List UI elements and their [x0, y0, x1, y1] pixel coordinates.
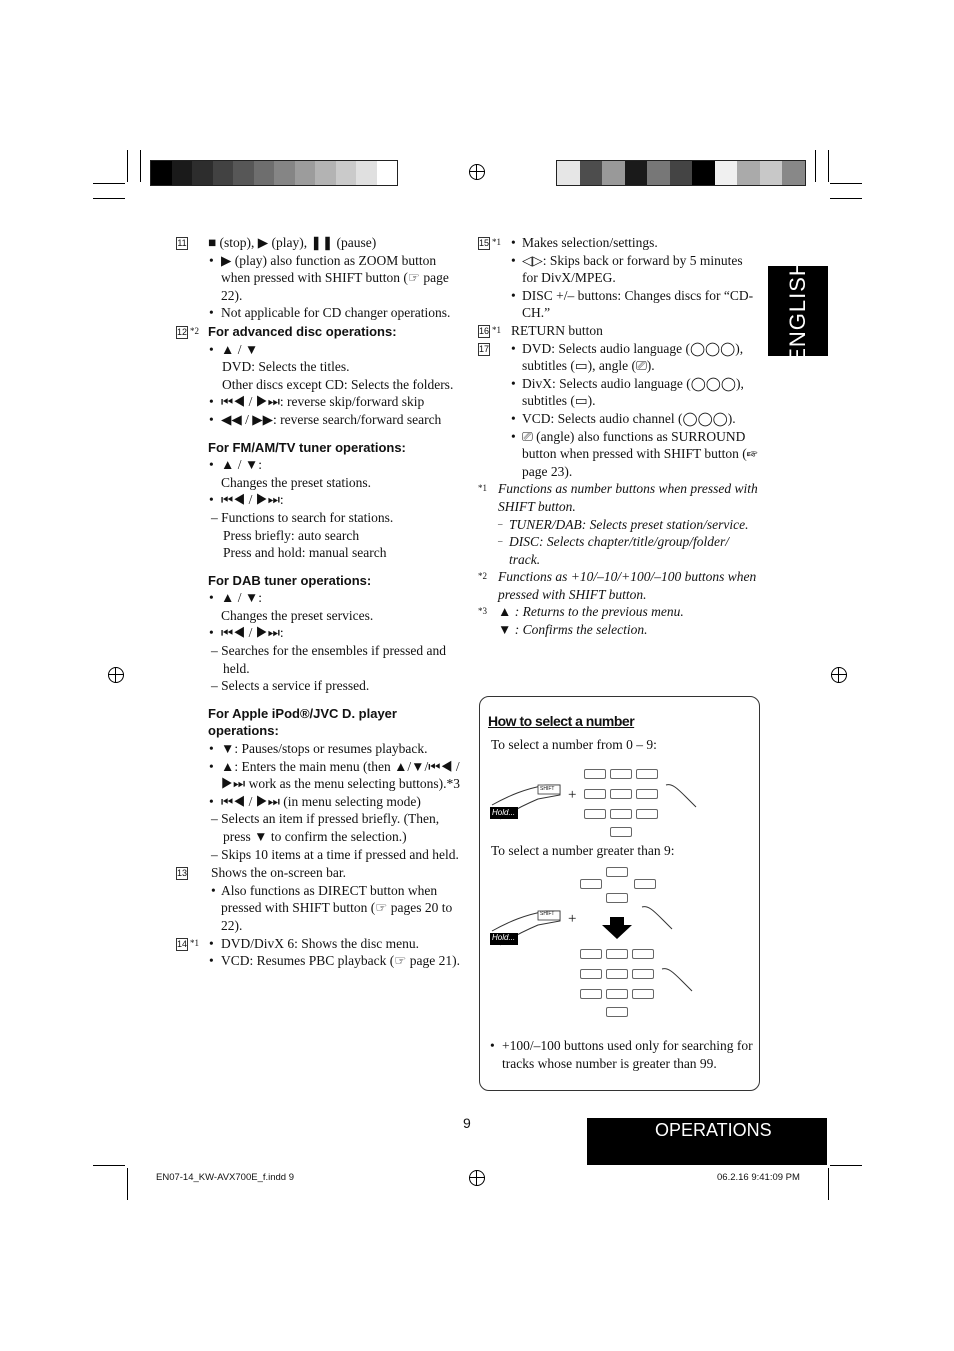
- color-bar-right: [556, 160, 806, 186]
- item-text: – Selects a service if pressed.: [211, 678, 370, 694]
- box-note: • +100/–100 buttons used only for searching for tracks whose number is greater than 99.: [490, 1038, 753, 1071]
- box-line-2: To select a number greater than 9:: [491, 843, 675, 858]
- item-number: 15: [479, 238, 490, 248]
- crop-mark: [127, 150, 128, 182]
- section-heading: For DAB tuner operations:: [208, 572, 372, 588]
- item-text: Shows the on-screen bar.: [211, 865, 346, 881]
- item-text: ◁▷: Skips back or forward by 5 minutes for DivX/MPEG.: [522, 252, 743, 286]
- down-arrow-icon: [602, 917, 632, 939]
- hold-label: Hold...: [492, 808, 516, 817]
- color-swatch: [315, 161, 336, 185]
- item-text: (stop), ▶ (play), ❚❚ (pause): [219, 235, 377, 250]
- item-text: Not applicable for CD changer operations.: [221, 305, 451, 321]
- keypad-2-top: [580, 865, 660, 905]
- finger-press-icon: [660, 967, 696, 997]
- item-text: ▲: Enters the main menu (then ▲/▼/⏮◀ / ▶⏭ work as the menu selecting buttons).*3: [221, 758, 461, 792]
- item-number: 12: [177, 326, 188, 337]
- number-select-box: [479, 696, 760, 1091]
- item-text: Also functions as DIRECT button when pressed with SHIFT button (☞ pages 20 to 22).: [221, 882, 453, 933]
- hold-label: Hold...: [492, 933, 516, 942]
- item-text: DVD/DivX 6: Shows the disc menu.: [221, 935, 419, 951]
- footnote-ref: *2: [190, 325, 199, 336]
- item-text: ⏮◀ / ▶⏭:: [221, 492, 284, 508]
- color-swatch: [670, 161, 693, 185]
- color-swatch: [151, 161, 172, 185]
- item-text: – Functions to search for stations.: [211, 509, 394, 525]
- color-swatch: [737, 161, 760, 185]
- section-heading: For FM/AM/TV tuner operations:: [208, 439, 406, 455]
- item-text: Other discs except CD: Selects the folders.: [222, 376, 454, 392]
- section-tab: OPERATIONS: [587, 1118, 827, 1165]
- footnote-mark: *2: [478, 571, 487, 582]
- crop-mark: [93, 1165, 125, 1166]
- footer-timestamp: 06.2.16 9:41:09 PM: [717, 1172, 800, 1183]
- color-swatch: [233, 161, 254, 185]
- registration-mark: [108, 667, 124, 683]
- item-text: ▶ (play) also function as ZOOM button when pressed with SHIFT button (☞ page 22).: [221, 252, 449, 303]
- keypad-1: [584, 761, 664, 841]
- item-text: – Searches for the ensembles if pressed and held.: [211, 643, 447, 676]
- item-text: DVD: Selects audio language (◯◯◯), subtitles (▭), angle (⎚).: [522, 340, 744, 374]
- shift-label: SHIFT: [540, 786, 555, 792]
- footnote-mark: *3: [478, 606, 487, 617]
- item-text: ⎚ (angle) also functions as SURROUND button when pressed with SHIFT button (☞page 23).: [522, 428, 758, 479]
- item-text: DivX: Selects audio language (◯◯◯), subtitles (▭).: [522, 375, 744, 409]
- item-text: ▼: Pauses/stops or resumes playback.: [221, 741, 428, 757]
- item-text: Changes the preset services.: [221, 607, 374, 623]
- item-text: ⏮◀ / ▶⏭ (in menu selecting mode): [221, 793, 421, 809]
- footnote-text: Functions as +10/–10/+100/–100 buttons when pressed with SHIFT button.: [498, 569, 757, 602]
- color-swatch: [356, 161, 377, 185]
- color-swatch: [295, 161, 316, 185]
- item-number: 17: [479, 343, 490, 354]
- item-text: – Skips 10 items at a time if pressed and held.: [211, 846, 459, 862]
- item-text: ⏮◀ / ▶⏭:: [221, 625, 284, 641]
- item-text: ▲ / ▼: [221, 341, 259, 357]
- section-heading: For Apple iPod®/JVC D. player operations:: [208, 705, 397, 739]
- color-swatch: [782, 161, 805, 185]
- finger-press-icon: [664, 783, 700, 813]
- footnote-ref: *1: [492, 324, 501, 335]
- footnote-text: ▼ : Confirms the selection.: [498, 622, 648, 638]
- item-text: ▲ / ▼:: [221, 590, 262, 606]
- box-line-1: To select a number from 0 – 9:: [491, 737, 657, 752]
- color-swatch: [715, 161, 738, 185]
- item-text: ⏮◀ / ▶⏭: reverse skip/forward skip: [221, 394, 425, 410]
- item-text: Changes the preset stations.: [221, 474, 371, 490]
- color-swatch: [336, 161, 357, 185]
- item-text: Press briefly: auto search: [223, 527, 360, 543]
- item-number: 13: [177, 868, 188, 879]
- keypad-2: [580, 941, 660, 1021]
- color-swatch: [274, 161, 295, 185]
- page-number: 9: [463, 1115, 471, 1131]
- crop-mark: [93, 198, 125, 199]
- crop-mark: [828, 150, 829, 182]
- section-heading: For advanced disc operations:: [208, 323, 397, 339]
- item-text: Makes selection/settings.: [522, 235, 658, 250]
- color-swatch: [172, 161, 193, 185]
- footnote-text: ▲ : Returns to the previous menu.: [498, 604, 684, 620]
- hand-shift-diagram-2: [490, 907, 580, 951]
- crop-mark: [830, 198, 862, 199]
- item-text: RETURN button: [511, 322, 603, 338]
- note-text: +100/–100 buttons used only for searching for tracks whose number is greater than 99.: [502, 1038, 753, 1071]
- crop-mark: [93, 183, 125, 184]
- crop-mark: [830, 183, 862, 184]
- footnote-ref: *1: [492, 237, 501, 247]
- item-number: 11: [177, 238, 187, 248]
- item-text: ◀◀ / ▶▶: reverse search/forward search: [221, 411, 442, 427]
- plus-sign: +: [568, 911, 577, 927]
- registration-mark: [469, 1170, 485, 1186]
- color-bar-left: [150, 160, 398, 186]
- item-text: ▲ / ▼:: [221, 457, 262, 473]
- footnote-ref: *1: [190, 937, 199, 948]
- finger-press-icon: [640, 905, 676, 935]
- shift-label: SHIFT: [540, 911, 555, 917]
- crop-mark: [127, 1168, 128, 1200]
- color-swatch: [254, 161, 275, 185]
- color-swatch: [377, 161, 398, 185]
- registration-mark: [831, 667, 847, 683]
- color-swatch: [692, 161, 715, 185]
- footnote-text: TUNER/DAB: Selects preset station/service.: [509, 516, 749, 532]
- color-swatch: [213, 161, 234, 185]
- crop-mark: [140, 150, 141, 182]
- color-swatch: [760, 161, 783, 185]
- item-number: 14: [177, 938, 188, 949]
- item-text: Press and hold: manual search: [223, 545, 387, 561]
- item-text: VCD: Selects audio channel (◯◯◯).: [522, 410, 736, 426]
- item-number: 16: [479, 325, 490, 336]
- language-tab-label: ENGLISH: [785, 259, 810, 363]
- plus-sign: +: [568, 787, 577, 803]
- crop-mark: [815, 150, 816, 182]
- color-swatch: [557, 161, 580, 185]
- item-text: DISC +/– buttons: Changes discs for “CD-CH.”: [522, 287, 754, 321]
- item-text: DVD: Selects the titles.: [222, 359, 350, 375]
- color-swatch: [625, 161, 648, 185]
- registration-mark: [469, 164, 485, 180]
- color-swatch: [580, 161, 603, 185]
- left-column: 11 ■ (stop), ▶ (play), ❚❚ (pause) • ▶ (play) also function as ZOOM button when pressed with SHIFT button (☞ page 22). • Not applicable for CD changer operations. 12 *2 For advanced disc operations: • ▲ / ▼ DVD: Selects the titles. Other discs except CD: Selects the folders. • ⏮◀ / ▶⏭: reverse skip/forward skip • ◀◀ / ▶▶: reverse search/forward search For FM/AM/TV tuner operations: • ▲ / ▼: Changes the preset stations. • ⏮◀ / ▶⏭: – Functions to search for stations. Press briefly: auto search Press and hold: manual search For DAB tuner operations: • ▲ / ▼: Changes the preset services. • ⏮◀ / ▶⏭: – Searches for the ensembles if pressed and held. – Selects a service if pressed. For Apple iPod®/JVC D. player operations: • ▼: Pauses/stops or resumes playback. • ▲: Enters the main menu (then ▲/▼/⏮◀ / ▶⏭ work as the menu selecting buttons).*3 • ⏮◀ / ▶⏭ (in menu selecting mode) – Selects an item if pressed briefly. (Then, press ▼ to confirm the selection.) – Skips 10 items at a time if pressed and held. 13 Shows the on-screen bar. • Also functions as DIRECT button when pressed with SHIFT button (☞ pages 20 to 22). 14 *1 • DVD/DivX 6: Shows the disc menu. • VCD: Resumes PBC playback (☞ page 21).: [177, 235, 461, 969]
- crop-mark: [828, 1168, 829, 1200]
- footer-file-info: EN07-14_KW-AVX700E_f.indd 9: [156, 1172, 295, 1183]
- crop-mark: [830, 1165, 862, 1166]
- color-swatch: [602, 161, 625, 185]
- item-text: – Selects an item if pressed briefly. (Then, press ▼ to confirm the selection.): [211, 811, 440, 844]
- color-swatch: [192, 161, 213, 185]
- color-swatch: [647, 161, 670, 185]
- hand-shift-diagram-1: [490, 781, 580, 825]
- item-text: VCD: Resumes PBC playback (☞ page 21).: [221, 953, 460, 969]
- footnote-mark: *1: [478, 483, 487, 494]
- footnote-text: Functions as number buttons when pressed with SHIFT button.: [498, 481, 758, 514]
- footnote-text: DISC: Selects chapter/title/group/folder/ track.: [509, 534, 729, 567]
- language-tab: [768, 259, 828, 363]
- box-title: How to select a number: [488, 713, 635, 729]
- right-column: 15 *1 • Makes selection/settings. • ◁▷: Skips back or forward by 5 minutes for DivX/MPEG. • DISC +/– buttons: Changes discs for “CD-CH.” 16 *1 RETURN button 17 • DVD: Selects audio language (◯◯◯), subtitles (▭), angle (⎚). • DivX: Selects audio language (◯◯◯), subtitles (▭). • VCD: Selects audio channel (◯◯◯). • ⎚ (angle) also functions as SURROUND button when pressed with SHIFT button (☞page 23). *1 Functions as number buttons when pressed with SHIFT button. – TUNER/DAB: Selects preset station/service. – DISC: Selects chapter/title/group/folder/ track. *2 Functions as +10/–10/+100/–100 buttons when pressed with SHIFT button. *3 ▲ : Returns to the previous menu. ▼ : Confirms the selection.: [478, 234, 760, 639]
